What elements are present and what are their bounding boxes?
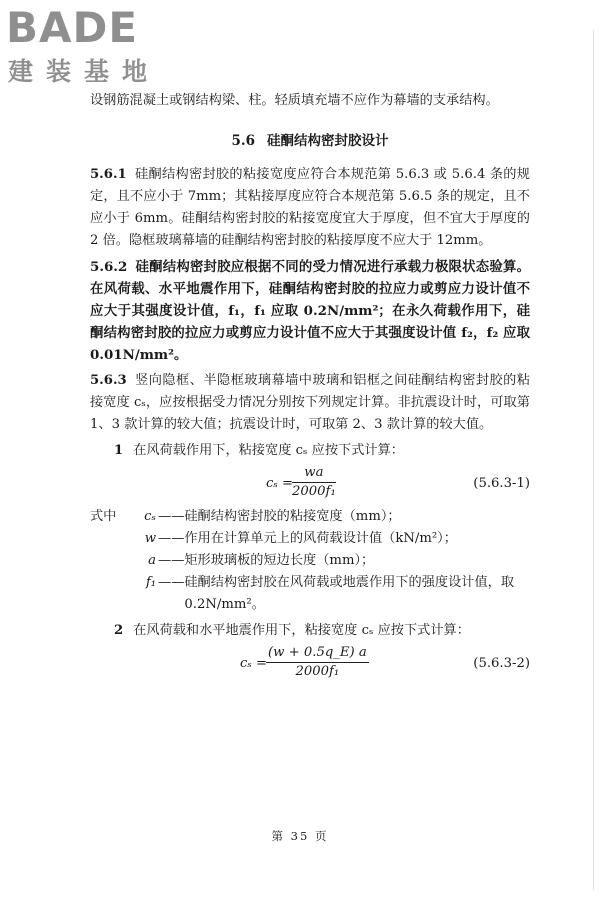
logo-chinese-name: 建装基地 [8, 57, 161, 86]
definition-dash: —— [158, 509, 185, 524]
definition-text: 作用在计算单元上的风荷载设计值（kN/m²）； [184, 531, 457, 546]
formula-denominator: 2000f₁ [295, 664, 340, 679]
page-number-footer: 第 35 页 [271, 829, 329, 843]
formula-denominator: 2000f₁ [292, 484, 336, 499]
formula-fraction [292, 464, 336, 501]
definition-symbol: w [144, 531, 156, 546]
clause-5-6-2 [90, 256, 530, 366]
clause-text: 硅酮结构密封胶的粘接宽度应符合本规范第 5.6.3 或 5.6.4 条的规定，且不应小于 7mm；其粘接厚度应符合本规范第 5.6.5 条的规定，且不应小于 6mm。硅酮结构密封胶的粘接宽度宜大于厚度，但不宜大于厚度的 2 倍。隐框玻璃幕墙的硅酮结构密封胶的粘接厚度不应大于 12mm。 [90, 167, 530, 248]
definition-row [90, 506, 530, 528]
formula-tag: (5.6.3-1) [473, 476, 530, 491]
item-1 [90, 440, 530, 462]
definition-dash: —— [158, 575, 185, 590]
logo-wordmark: BADE [6, 3, 139, 52]
clause-number: 5.6.1 [90, 167, 127, 182]
symbol-definitions [90, 506, 530, 616]
definition-text: 硅酮结构密封胶在风荷载或地震作用下的强度设计值，取 0.2N/mm²。 [184, 575, 515, 612]
definition-symbol: f₁ [145, 575, 156, 590]
item-number: 1 [114, 443, 124, 458]
section-title: 硅酮结构密封胶设计 [267, 133, 389, 149]
definition-text: 矩形玻璃板的短边长度（mm）； [184, 553, 375, 568]
formula-lhs: cₛ = [266, 476, 294, 491]
item-2 [90, 620, 530, 642]
formula-numerator: wa [292, 464, 336, 483]
definition-lead [90, 528, 136, 550]
clause-number: 5.6.2 [90, 259, 128, 275]
item-text: 在风荷载和水平地震作用下，粘接宽度 cₛ 应按下式计算： [133, 623, 470, 638]
definition-row [90, 528, 530, 550]
definition-lead: 式中 [90, 509, 117, 524]
formula-5-6-3-2 [90, 644, 530, 684]
section-heading [90, 130, 530, 152]
clause-5-6-3 [90, 370, 530, 436]
definition-row [90, 550, 530, 572]
item-number: 2 [114, 623, 124, 638]
definition-symbol: a [148, 553, 156, 568]
definition-symbol: cₛ [144, 509, 156, 524]
definition-lead [90, 550, 136, 572]
formula-5-6-3-1 [90, 464, 530, 504]
document-page [90, 90, 530, 686]
clause-number: 5.6.3 [90, 373, 127, 388]
clause-text: 竖向隐框、半隐框玻璃幕墙中玻璃和铝框之间硅酮结构密封胶的粘接宽度 cₛ，应按根据受力情况分别按下列规定计算。非抗震设计时，可取第 1、3 款计算的较大值；抗震设计时，可取第 2、3 款计算的较大值。 [90, 373, 530, 432]
clause-text: 硅酮结构密封胶应根据不同的受力情况进行承载力极限状态验算。在风荷载、水平地震作用下，硅酮结构密封胶的拉应力或剪应力设计值不应大于其强度设计值，f₁，f₁ 应取 0.2N/mm²；在永久荷载作用下，硅酮结构密封胶的拉应力或剪应力设计值不应大于其强度设计值 f₂，f₂ 应取 0.01N/mm²。 [90, 259, 530, 363]
section-number: 5.6 [231, 133, 255, 149]
item-text: 在风荷载作用下，粘接宽度 cₛ 应按下式计算： [133, 443, 404, 458]
definition-dash: —— [158, 553, 185, 568]
definition-dash: —— [158, 531, 185, 546]
clause-5-6-1 [90, 164, 530, 252]
brand-logo [6, 4, 176, 96]
formula-lhs: cₛ = [240, 656, 268, 671]
definition-text: 硅酮结构密封胶的粘接宽度（mm）； [184, 509, 401, 524]
formula-numerator: (w + 0.5q_E) a [266, 644, 369, 663]
formula-fraction [266, 644, 369, 681]
definition-lead [90, 572, 136, 616]
definition-row [90, 572, 530, 616]
intro-paragraph: 设钢筋混凝土或钢结构梁、柱。轻质填充墙不应作为幕墙的支承结构。 [90, 93, 499, 108]
page-edge-divider [593, 30, 594, 890]
formula-tag: (5.6.3-2) [473, 656, 530, 671]
